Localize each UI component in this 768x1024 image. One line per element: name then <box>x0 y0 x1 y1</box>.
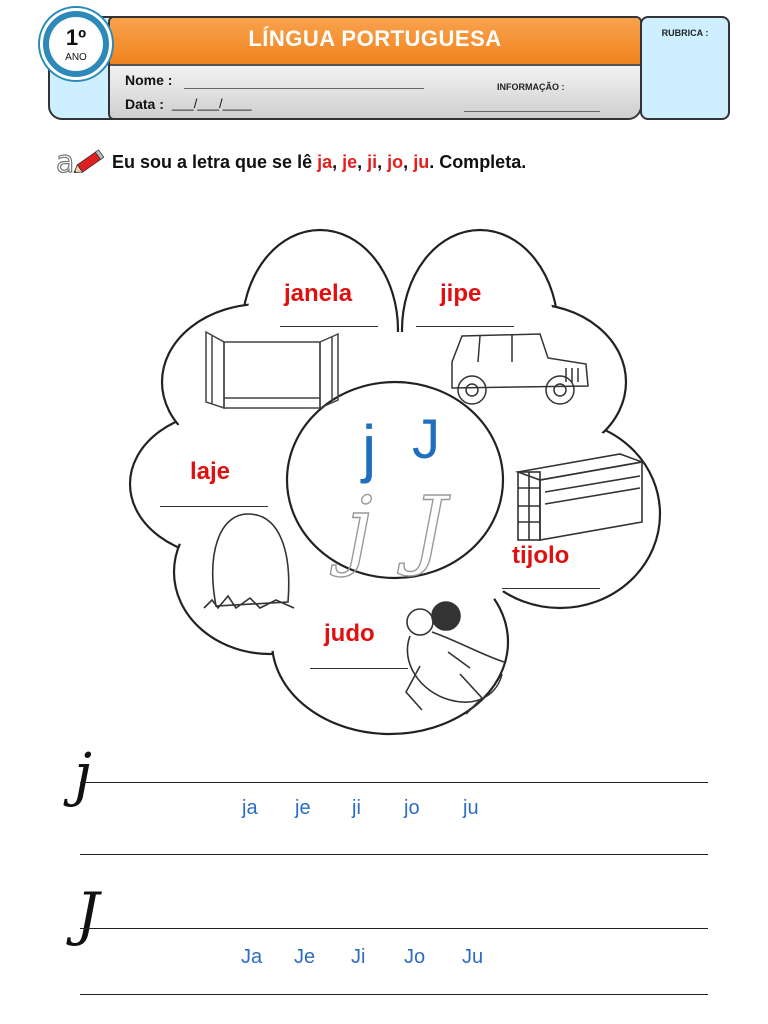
row1-syllable-5: ju <box>463 797 479 819</box>
row1-syllable-3: ji <box>352 797 361 819</box>
name-field[interactable] <box>184 88 424 89</box>
cursive-j-lower: j <box>74 740 92 808</box>
syllable-je: je <box>342 152 358 172</box>
date-field[interactable]: ___/___/____ <box>172 96 252 111</box>
instruction-suffix: . Completa. <box>429 152 527 172</box>
instruction-text: Eu sou a letra que se lê ja, je, ji, jo, ju. Completa. <box>112 152 527 172</box>
title-band <box>110 18 640 66</box>
syllable-ji: ji <box>367 152 378 172</box>
center-print-upper: J <box>412 407 440 470</box>
row1-syllable-2: je <box>295 797 311 819</box>
row2-syllable-2: Je <box>294 946 316 968</box>
writing-line-2-top <box>80 928 708 929</box>
name-label: Nome : <box>125 72 173 88</box>
writing-line-2-bottom[interactable] <box>80 994 708 995</box>
syllable-ja: ja <box>317 152 333 172</box>
row2-syllable-5: Ju <box>462 946 484 968</box>
answer-line-jipe[interactable] <box>416 326 514 327</box>
answer-line-janela[interactable] <box>280 326 378 327</box>
grade-label: ANO <box>65 52 87 63</box>
row2-syllable-4: Jo <box>404 946 426 968</box>
cursive-j-upper: J <box>76 880 100 948</box>
instruction-prefix: Eu sou a letra que se lê <box>112 152 318 172</box>
rubrica-box[interactable] <box>640 16 730 120</box>
answer-line-laje[interactable] <box>160 506 268 507</box>
syllable-jo: jo <box>387 152 404 172</box>
rubrica-label: RUBRICA : <box>661 28 709 38</box>
flower-center <box>287 382 503 578</box>
grade-badge <box>40 8 112 80</box>
answer-line-judo[interactable] <box>310 668 408 669</box>
center-cursive-lower: j <box>346 479 373 579</box>
row2-syllable-1: Ja <box>241 946 263 968</box>
center-print-lower: j <box>362 412 377 484</box>
info-field[interactable] <box>464 111 600 112</box>
word-janela: janela <box>284 280 353 307</box>
word-judo: judo <box>324 620 375 647</box>
writing-line-1-bottom[interactable] <box>80 854 708 855</box>
writing-line-1-top <box>80 782 708 783</box>
center-cursive-upper: J <box>412 479 447 579</box>
word-jipe: jipe <box>440 280 482 307</box>
svg-text:a: a <box>56 145 75 178</box>
page-title: LÍNGUA PORTUGUESA <box>248 26 502 51</box>
row1-syllable-4: jo <box>404 797 420 819</box>
word-tijolo: tijolo <box>512 542 570 569</box>
answer-line-tijolo[interactable] <box>502 588 600 589</box>
grade-number: 1º <box>65 25 87 50</box>
word-laje: laje <box>190 458 231 485</box>
letter-pencil-icon <box>56 144 108 178</box>
date-label: Data : <box>125 96 164 112</box>
row1-syllable-1: ja <box>242 797 258 819</box>
row2-syllable-3: Ji <box>351 946 366 968</box>
info-label: INFORMAÇÃO : <box>497 82 565 92</box>
syllable-ju: ju <box>413 152 430 172</box>
